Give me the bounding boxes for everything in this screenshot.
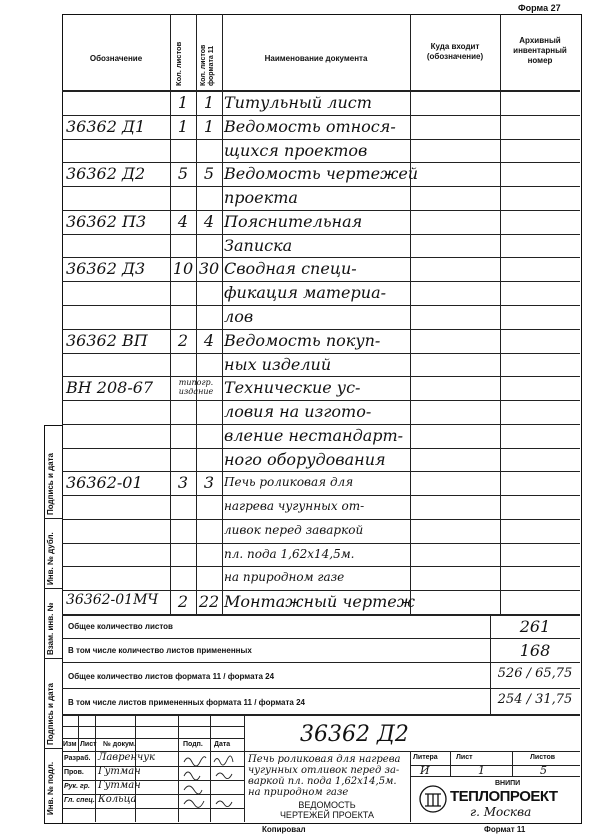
name-developer: Лавренчук — [98, 752, 156, 763]
row-name: Титульный лист — [224, 93, 372, 112]
side-label-sign-date-1: Подпись и дата — [46, 453, 55, 515]
row-name: Печь роликовая для — [224, 475, 354, 490]
row-sheets-f11: 1 — [203, 116, 215, 136]
row-name: Монтажный чертеж — [224, 592, 415, 612]
header-where-to: Куда входит (обозначение) — [426, 42, 484, 61]
row-sheets: 10 — [172, 259, 194, 279]
row-name: Сводная специ- — [224, 259, 357, 279]
header-doc-name: Наименование документа — [264, 54, 368, 63]
row-name: проекта — [224, 188, 298, 208]
sheets-count-value: 5 — [540, 764, 547, 777]
row-name: Ведомость относя- — [224, 116, 396, 136]
role-developer: Разраб. — [64, 755, 91, 762]
row-name: фикация материа- — [224, 283, 387, 303]
row-name: щихся проектов — [224, 140, 368, 160]
row-designation: 36362 П3 — [66, 211, 147, 231]
org-name: ТЕПЛОПРОЕКТ — [450, 788, 558, 805]
litera-value: И — [420, 764, 430, 777]
name-chief-specialist: Кольца — [98, 794, 137, 805]
sheet-value: 1 — [478, 764, 485, 777]
row-sheets-f11: 30 — [198, 259, 220, 279]
litera-label: Литера — [413, 754, 438, 761]
sheet-label: Лист — [456, 754, 473, 761]
row-name: Ведомость покуп- — [224, 330, 381, 350]
row-name: Технические ус- — [224, 378, 361, 398]
row-designation: 36362 ВП — [66, 330, 148, 350]
format-sheets-value: 526 / 65,75 — [497, 666, 573, 681]
row-name: Записка — [224, 235, 293, 255]
row-designation: 36362-01МЧ — [66, 592, 159, 609]
row-name: лов — [224, 306, 254, 326]
org-city: г. Москва — [470, 805, 532, 819]
header-sheets-format11: Кол. листов формата 11 — [200, 44, 215, 86]
row-sheets-f11: 4 — [203, 211, 215, 231]
row-sheets: типогр. издание — [178, 378, 214, 397]
row-sheets-f11: 1 — [203, 93, 215, 112]
row-sheets: 4 — [177, 211, 189, 231]
row-designation: 36362 Д2 — [66, 164, 146, 184]
name-checker: Гутман — [98, 766, 141, 777]
row-sheets-f11: 5 — [203, 164, 215, 184]
col-header-signature: Подп. — [183, 741, 203, 748]
row-designation: 36362 Д3 — [66, 259, 146, 279]
row-name: вление нестандарт- — [224, 425, 404, 445]
row-designation: 36362 Д1 — [66, 116, 146, 136]
row-name: ного оборудования — [224, 449, 386, 469]
col-header-doc-number: № докум. — [103, 741, 136, 748]
applied-format-sheets-value: 254 / 31,75 — [497, 692, 573, 707]
row-sheets-f11: 22 — [198, 592, 220, 612]
row-sheets: 5 — [177, 164, 189, 184]
row-sheets-f11: 4 — [203, 330, 215, 350]
total-sheets-value: 261 — [519, 617, 551, 636]
role-checker: Пров. — [64, 769, 84, 776]
header-designation: Обозначение — [89, 54, 143, 63]
row-sheets: 2 — [177, 330, 189, 350]
row-sheets: 1 — [177, 116, 189, 136]
name-group-lead: Гутман — [98, 780, 141, 791]
row-name: на природном газе — [224, 570, 345, 585]
row-designation: ВН 208-67 — [66, 378, 154, 398]
applied-sheets-value: 168 — [519, 641, 551, 660]
stamp-description: Печь роликовая для нагрева чугунных отливок перед за- варкой пл. пода 1,62х14,5м. на природном газе — [248, 754, 401, 798]
col-header-date: Дата — [214, 741, 231, 748]
role-group-lead: Рук. гр. — [64, 783, 90, 790]
row-designation: 36362-01 — [66, 473, 143, 493]
header-archive-number: Архивный инвентарный номер — [513, 36, 567, 65]
footer-copied: Копировал — [262, 825, 306, 834]
row-name: Пояснительная — [224, 211, 363, 231]
total-sheets-label: Общее количество листов — [68, 622, 173, 631]
header-sheets: Кол. листов — [174, 41, 183, 86]
row-sheets: 1 — [177, 93, 189, 112]
row-name: ловия на изгото- — [224, 402, 372, 422]
sheets-count-label: Листов — [530, 754, 556, 761]
footer-format: Формат 11 — [484, 825, 526, 834]
signatures — [180, 752, 242, 808]
org-small-name: ВНИПИ — [495, 780, 521, 787]
row-name: нагрева чугунных от- — [224, 499, 365, 514]
role-chief-specialist: Гл. спец. — [64, 797, 95, 804]
organization-logo-icon — [418, 782, 448, 816]
side-label-inv-orig: Инв. № подл. — [46, 761, 55, 815]
col-header-change: Изм — [63, 741, 77, 748]
document-list — [62, 91, 580, 614]
side-label-replace-inv: Взам. инв. № — [46, 602, 55, 655]
stamp-code: 36362 Д2 — [300, 722, 409, 747]
applied-sheets-label: В том числе количество листов примененных — [68, 646, 252, 655]
stamp-doc-title: ВЕДОМОСТЬ ЧЕРТЕЖЕЙ ПРОЕКТА — [279, 800, 375, 820]
side-label-inv-dup: Инв. № дубл. — [46, 532, 55, 585]
form-label: Форма 27 — [518, 3, 561, 13]
format-sheets-label: Общее количество листов формата 11 / формата 24 — [68, 672, 275, 681]
row-name: ных изделий — [224, 354, 332, 374]
row-name: ливок перед заваркой — [224, 522, 364, 537]
row-sheets-f11: 3 — [203, 473, 215, 493]
row-name: пл. пода 1,62х14,5м. — [224, 546, 355, 561]
applied-format-sheets-label: В том числе листов примененных формата 11 / формата 24 — [68, 698, 305, 707]
row-sheets: 3 — [177, 473, 189, 493]
side-label-sign-date-2: Подпись и дата — [46, 683, 55, 745]
row-sheets: 2 — [177, 592, 189, 612]
row-name: Ведомость чертежей — [224, 164, 419, 184]
col-header-sheet: Лист — [80, 741, 97, 748]
